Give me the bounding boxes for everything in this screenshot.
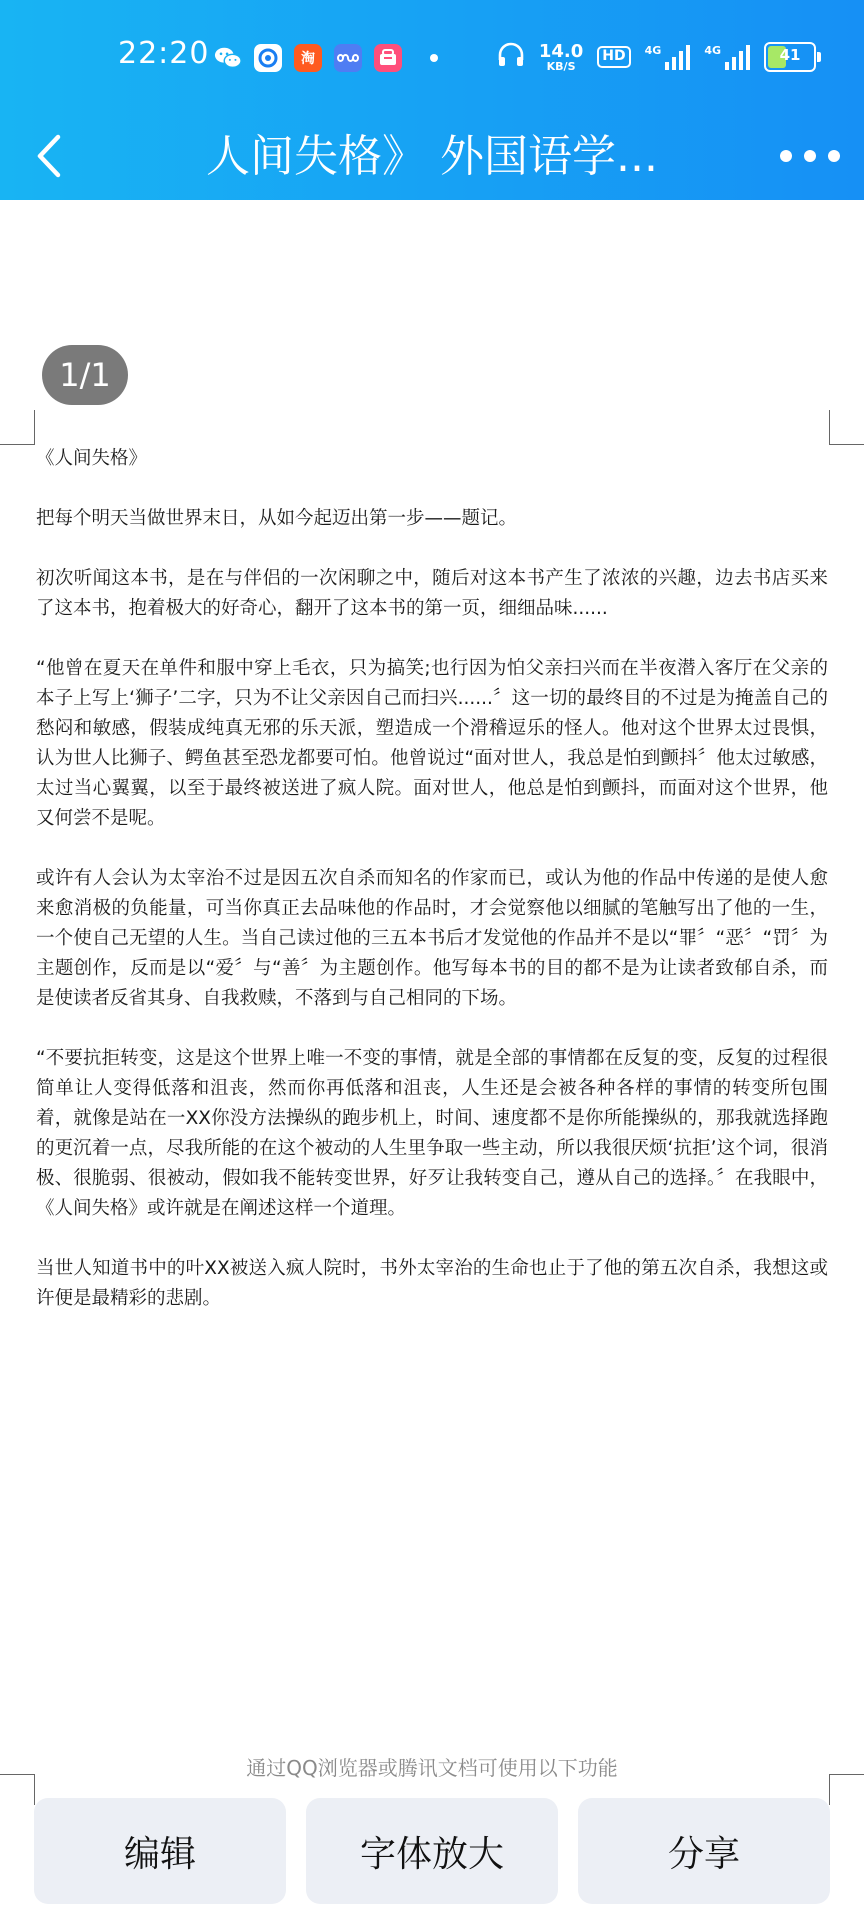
status-time: 22:20 — [118, 36, 210, 71]
page-corner-mark — [0, 410, 35, 445]
signal-sim1-label: 4G — [644, 44, 662, 57]
network-speed-value: 14.0 — [538, 40, 584, 62]
enlarge-font-button[interactable]: 字体放大 — [306, 1798, 558, 1904]
share-button[interactable]: 分享 — [578, 1798, 830, 1904]
back-button[interactable] — [24, 126, 74, 186]
document-paragraph: 《人间失格》 — [36, 448, 148, 469]
hd-voice-badge: HD — [597, 46, 630, 67]
document-paragraph: 初次听闻这本书，是在与伴侣的一次闲聊之中，随后对这本书产生了浓浓的兴趣，边去书店买来了这本书，抱着极大的好奇心，翻开了这本书的第一页，细细品味...... — [36, 568, 828, 619]
document-paragraph: 把每个明天当做世界末日，从如今起迈出第一步——题记。 — [36, 508, 518, 529]
nav-bar — [0, 112, 864, 200]
page-indicator: 1/1 — [42, 345, 128, 405]
battery-icon — [764, 42, 816, 72]
status-bar — [0, 0, 864, 112]
page-corner-mark — [829, 410, 864, 445]
bottom-action-bar — [34, 1798, 830, 1904]
infinity-app-icon — [334, 44, 362, 72]
battery-percent: 41 — [779, 46, 801, 64]
system-status-icons — [497, 40, 816, 74]
document-paragraph: 或许有人会认为太宰治不过是因五次自杀而知名的作家而已，或认为他的作品中传递的是使人愈来愈消极的负能量，可当你真正去品味他的作品时，才会觉察他以细腻的笔触写出了他的一生，一个使自己无望的人生。当自己读过他的三五本书后才发觉他的作品并不是以“罪〞“恶〞“罚〞为主题创作，反而是以“爱〞与“善〞为主题创作。他写每本书的目的都不是为让读者致郁自杀，而是使读者反省其身、自我救赎，不落到与自己相同的下场。 — [36, 868, 828, 1009]
taobao-icon: 淘 — [294, 44, 322, 72]
more-notifications-dot — [430, 54, 438, 62]
signal-sim2-icon — [704, 44, 750, 70]
signal-sim2-label: 4G — [704, 44, 721, 57]
chevron-left-icon — [34, 133, 64, 179]
document-paragraph: 当世人知道书中的叶XX被送入疯人院时，书外太宰治的生命也止于了他的第五次自杀，我想这或许便是最精彩的悲剧。 — [36, 1258, 828, 1309]
more-options-button[interactable] — [780, 136, 840, 176]
store-app-icon — [374, 44, 402, 72]
feature-hint: 通过QQ浏览器或腾讯文档可使用以下功能 — [246, 1756, 618, 1780]
more-dot-icon — [780, 150, 792, 162]
qq-browser-icon — [254, 44, 282, 72]
notification-icons — [214, 42, 438, 74]
more-dot-icon — [828, 150, 840, 162]
page-title: 人间失格》 外国语学... — [206, 131, 658, 182]
more-dot-icon — [804, 150, 816, 162]
document-paragraph: “不要抗拒转变，这是这个世界上唯一不变的事情，就是全部的事情都在反复的变，反复的过程很简单让人变得低落和沮丧，然而你再低落和沮丧，人生还是会被各种各样的事情的转变所包围着，就像是站在一XX你没方法操纵的跑步机上，时间、速度都不是你所能操纵的，那我就选择跑的更沉着一点，尽我所能的在这个被动的人生里争取一些主动，所以我很厌烦‘抗拒’这个词，很消极、很脆弱、很被动，假如我不能转变世界，好歹让我转变自己，遵从自己的选择。〞在我眼中，《人间失格》或许就是在阐述这样一个道理。 — [36, 1048, 828, 1219]
edit-button[interactable]: 编辑 — [34, 1798, 286, 1904]
headphones-icon — [497, 42, 525, 72]
document-content[interactable] — [36, 444, 828, 1344]
document-paragraph: “他曾在夏天在单件和服中穿上毛衣，只为搞笑;也行因为怕父亲扫兴而在半夜潜入客厅在父亲的本子上写上‘狮子’二字，只为不让父亲因自己而扫兴......〞这一切的最终目的不过是为掩盖自己的愁闷和敏感，假装成纯真无邪的乐天派，塑造成一个滑稽逗乐的怪人。他对这个世界太过畏惧，认为世人比狮子、鳄鱼甚至恐龙都要可怕。他曾说过“面对世人，我总是怕到颤抖〞他太过敏感，太过当心翼翼，以至于最终被送进了疯人院。面对世人，他总是怕到颤抖，而面对这个世界，他又何尝不是呢。 — [36, 658, 828, 829]
header — [0, 0, 864, 200]
signal-sim1-icon — [645, 44, 691, 70]
wechat-icon — [214, 44, 242, 72]
network-speed — [538, 40, 584, 73]
network-speed-unit: KB/S — [546, 59, 576, 73]
